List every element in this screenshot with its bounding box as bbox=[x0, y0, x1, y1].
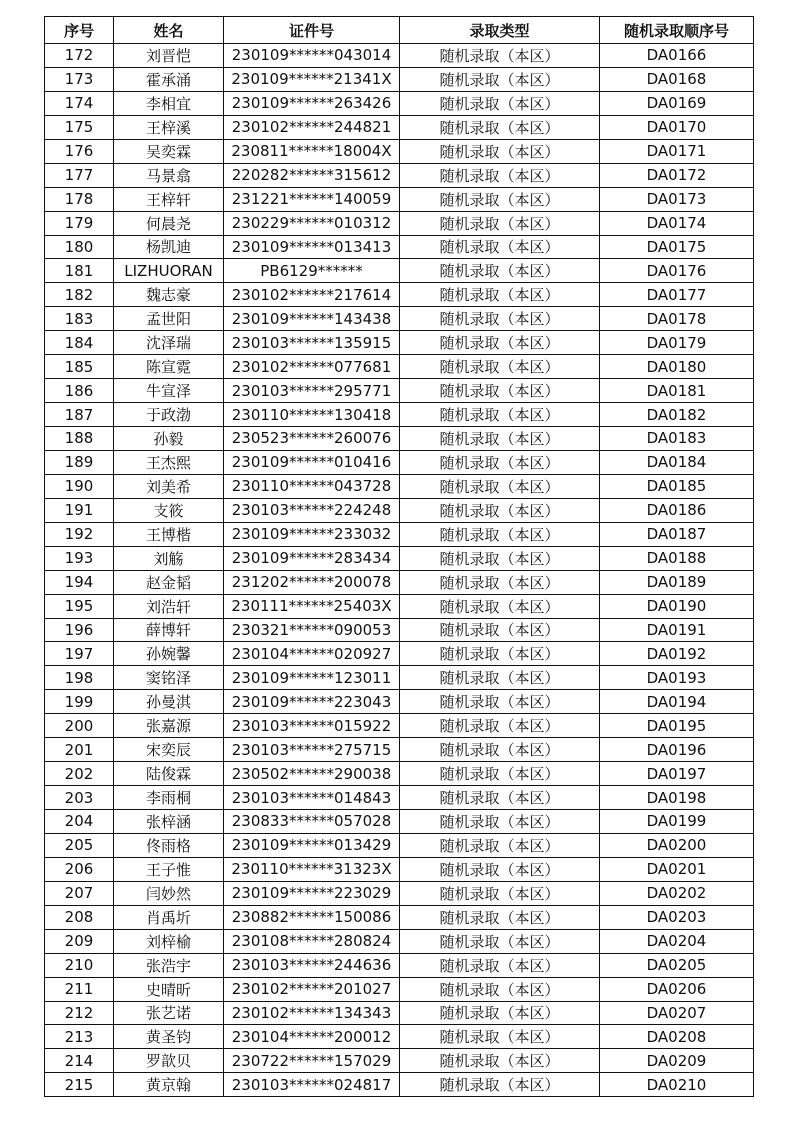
table-row bbox=[45, 594, 754, 618]
table-row bbox=[45, 115, 754, 139]
cell-name: 肖禹圻 bbox=[114, 905, 224, 929]
cell-name: 陆俊霖 bbox=[114, 762, 224, 786]
cell-id-number: 230523******260076 bbox=[224, 427, 400, 451]
cell-admission-type: 随机录取（本区） bbox=[400, 833, 600, 857]
table-row bbox=[45, 91, 754, 115]
cell-id-number: 230109******223029 bbox=[224, 881, 400, 905]
header-row bbox=[45, 17, 754, 44]
cell-serial-number: 209 bbox=[45, 929, 114, 953]
table-row bbox=[45, 666, 754, 690]
cell-name: 黄圣钧 bbox=[114, 1025, 224, 1049]
cell-name: LIZHUORAN bbox=[114, 259, 224, 283]
cell-random-order-number: DA0188 bbox=[600, 546, 754, 570]
cell-name: 黄京翰 bbox=[114, 1073, 224, 1097]
table-row bbox=[45, 953, 754, 977]
cell-id-number: 230103******015922 bbox=[224, 714, 400, 738]
table-row bbox=[45, 259, 754, 283]
cell-random-order-number: DA0192 bbox=[600, 642, 754, 666]
cell-name: 罗歆贝 bbox=[114, 1049, 224, 1073]
cell-admission-type: 随机录取（本区） bbox=[400, 355, 600, 379]
cell-random-order-number: DA0169 bbox=[600, 91, 754, 115]
cell-name: 魏志豪 bbox=[114, 283, 224, 307]
cell-id-number: 230103******244636 bbox=[224, 953, 400, 977]
table-row bbox=[45, 1049, 754, 1073]
table-row bbox=[45, 929, 754, 953]
cell-id-number: 230722******157029 bbox=[224, 1049, 400, 1073]
cell-serial-number: 213 bbox=[45, 1025, 114, 1049]
cell-random-order-number: DA0185 bbox=[600, 474, 754, 498]
cell-name: 张艺诺 bbox=[114, 1001, 224, 1025]
table-row bbox=[45, 139, 754, 163]
cell-random-order-number: DA0172 bbox=[600, 163, 754, 187]
table-row bbox=[45, 187, 754, 211]
cell-admission-type: 随机录取（本区） bbox=[400, 881, 600, 905]
cell-admission-type: 随机录取（本区） bbox=[400, 427, 600, 451]
cell-random-order-number: DA0173 bbox=[600, 187, 754, 211]
cell-id-number: 230108******280824 bbox=[224, 929, 400, 953]
cell-id-number: 231202******200078 bbox=[224, 570, 400, 594]
cell-name: 刘觞 bbox=[114, 546, 224, 570]
cell-id-number: 230109******043014 bbox=[224, 44, 400, 68]
table-row bbox=[45, 307, 754, 331]
cell-admission-type: 随机录取（本区） bbox=[400, 403, 600, 427]
cell-name: 王杰熙 bbox=[114, 450, 224, 474]
cell-admission-type: 随机录取（本区） bbox=[400, 283, 600, 307]
cell-serial-number: 195 bbox=[45, 594, 114, 618]
cell-random-order-number: DA0205 bbox=[600, 953, 754, 977]
cell-random-order-number: DA0170 bbox=[600, 115, 754, 139]
cell-serial-number: 196 bbox=[45, 618, 114, 642]
cell-serial-number: 215 bbox=[45, 1073, 114, 1097]
cell-admission-type: 随机录取（本区） bbox=[400, 235, 600, 259]
cell-name: 张嘉源 bbox=[114, 714, 224, 738]
cell-serial-number: 207 bbox=[45, 881, 114, 905]
cell-id-number: 230110******043728 bbox=[224, 474, 400, 498]
table-row bbox=[45, 881, 754, 905]
header-admission-type: 录取类型 bbox=[400, 17, 600, 44]
cell-random-order-number: DA0186 bbox=[600, 498, 754, 522]
cell-serial-number: 201 bbox=[45, 738, 114, 762]
cell-admission-type: 随机录取（本区） bbox=[400, 738, 600, 762]
cell-admission-type: 随机录取（本区） bbox=[400, 570, 600, 594]
cell-admission-type: 随机录取（本区） bbox=[400, 929, 600, 953]
header-serial-number: 序号 bbox=[45, 17, 114, 44]
cell-serial-number: 183 bbox=[45, 307, 114, 331]
table-row bbox=[45, 810, 754, 834]
table-row bbox=[45, 1073, 754, 1097]
cell-id-number: 230229******010312 bbox=[224, 211, 400, 235]
cell-id-number: 230102******134343 bbox=[224, 1001, 400, 1025]
cell-random-order-number: DA0179 bbox=[600, 331, 754, 355]
cell-random-order-number: DA0201 bbox=[600, 857, 754, 881]
table-row bbox=[45, 570, 754, 594]
cell-random-order-number: DA0194 bbox=[600, 690, 754, 714]
cell-id-number: 231221******140059 bbox=[224, 187, 400, 211]
cell-admission-type: 随机录取（本区） bbox=[400, 690, 600, 714]
cell-random-order-number: DA0198 bbox=[600, 786, 754, 810]
cell-name: 何晨尧 bbox=[114, 211, 224, 235]
cell-name: 史晴昕 bbox=[114, 977, 224, 1001]
cell-id-number: 230109******263426 bbox=[224, 91, 400, 115]
cell-id-number: 230103******014843 bbox=[224, 786, 400, 810]
cell-admission-type: 随机录取（本区） bbox=[400, 474, 600, 498]
cell-serial-number: 205 bbox=[45, 833, 114, 857]
table-row bbox=[45, 44, 754, 68]
cell-random-order-number: DA0176 bbox=[600, 259, 754, 283]
cell-id-number: 230109******21341X bbox=[224, 67, 400, 91]
cell-admission-type: 随机录取（本区） bbox=[400, 810, 600, 834]
cell-admission-type: 随机录取（本区） bbox=[400, 187, 600, 211]
cell-name: 吴奕霖 bbox=[114, 139, 224, 163]
cell-random-order-number: DA0171 bbox=[600, 139, 754, 163]
cell-random-order-number: DA0196 bbox=[600, 738, 754, 762]
cell-admission-type: 随机录取（本区） bbox=[400, 642, 600, 666]
cell-admission-type: 随机录取（本区） bbox=[400, 762, 600, 786]
cell-name: 于政渤 bbox=[114, 403, 224, 427]
header-id-number: 证件号 bbox=[224, 17, 400, 44]
cell-admission-type: 随机录取（本区） bbox=[400, 546, 600, 570]
table-row bbox=[45, 355, 754, 379]
cell-serial-number: 204 bbox=[45, 810, 114, 834]
cell-serial-number: 182 bbox=[45, 283, 114, 307]
cell-id-number: 230104******200012 bbox=[224, 1025, 400, 1049]
cell-serial-number: 193 bbox=[45, 546, 114, 570]
cell-id-number: 230111******25403X bbox=[224, 594, 400, 618]
cell-random-order-number: DA0204 bbox=[600, 929, 754, 953]
cell-serial-number: 187 bbox=[45, 403, 114, 427]
cell-id-number: 230109******010416 bbox=[224, 450, 400, 474]
cell-name: 霍承涌 bbox=[114, 67, 224, 91]
table-row bbox=[45, 786, 754, 810]
cell-random-order-number: DA0197 bbox=[600, 762, 754, 786]
cell-id-number: 230103******295771 bbox=[224, 379, 400, 403]
cell-name: 杨凯迪 bbox=[114, 235, 224, 259]
cell-id-number: 230109******143438 bbox=[224, 307, 400, 331]
table-row bbox=[45, 618, 754, 642]
table-row bbox=[45, 1025, 754, 1049]
table-row bbox=[45, 546, 754, 570]
cell-random-order-number: DA0209 bbox=[600, 1049, 754, 1073]
cell-name: 闫妙然 bbox=[114, 881, 224, 905]
cell-serial-number: 199 bbox=[45, 690, 114, 714]
cell-serial-number: 212 bbox=[45, 1001, 114, 1025]
cell-random-order-number: DA0191 bbox=[600, 618, 754, 642]
cell-id-number: 230109******223043 bbox=[224, 690, 400, 714]
cell-id-number: 230502******290038 bbox=[224, 762, 400, 786]
cell-serial-number: 174 bbox=[45, 91, 114, 115]
table-row bbox=[45, 714, 754, 738]
cell-serial-number: 184 bbox=[45, 331, 114, 355]
cell-random-order-number: DA0203 bbox=[600, 905, 754, 929]
cell-name: 赵金韬 bbox=[114, 570, 224, 594]
cell-serial-number: 200 bbox=[45, 714, 114, 738]
cell-name: 刘浩轩 bbox=[114, 594, 224, 618]
table-row bbox=[45, 331, 754, 355]
cell-random-order-number: DA0208 bbox=[600, 1025, 754, 1049]
cell-admission-type: 随机录取（本区） bbox=[400, 618, 600, 642]
cell-serial-number: 175 bbox=[45, 115, 114, 139]
table-row bbox=[45, 450, 754, 474]
table-row bbox=[45, 833, 754, 857]
table-row bbox=[45, 67, 754, 91]
cell-admission-type: 随机录取（本区） bbox=[400, 1049, 600, 1073]
cell-serial-number: 211 bbox=[45, 977, 114, 1001]
cell-serial-number: 206 bbox=[45, 857, 114, 881]
cell-random-order-number: DA0200 bbox=[600, 833, 754, 857]
cell-admission-type: 随机录取（本区） bbox=[400, 953, 600, 977]
cell-id-number: 230110******130418 bbox=[224, 403, 400, 427]
cell-name: 王子惟 bbox=[114, 857, 224, 881]
table-row bbox=[45, 235, 754, 259]
cell-name: 张浩宇 bbox=[114, 953, 224, 977]
cell-id-number: 230109******123011 bbox=[224, 666, 400, 690]
cell-serial-number: 198 bbox=[45, 666, 114, 690]
cell-id-number: 230102******077681 bbox=[224, 355, 400, 379]
cell-serial-number: 186 bbox=[45, 379, 114, 403]
cell-random-order-number: DA0187 bbox=[600, 522, 754, 546]
cell-admission-type: 随机录取（本区） bbox=[400, 259, 600, 283]
cell-serial-number: 197 bbox=[45, 642, 114, 666]
cell-admission-type: 随机录取（本区） bbox=[400, 139, 600, 163]
table-row bbox=[45, 498, 754, 522]
cell-id-number: 230811******18004X bbox=[224, 139, 400, 163]
table-row bbox=[45, 163, 754, 187]
cell-serial-number: 178 bbox=[45, 187, 114, 211]
cell-random-order-number: DA0202 bbox=[600, 881, 754, 905]
cell-random-order-number: DA0168 bbox=[600, 67, 754, 91]
cell-serial-number: 192 bbox=[45, 522, 114, 546]
cell-admission-type: 随机录取（本区） bbox=[400, 1025, 600, 1049]
cell-admission-type: 随机录取（本区） bbox=[400, 450, 600, 474]
cell-id-number: 230102******201027 bbox=[224, 977, 400, 1001]
table-row bbox=[45, 427, 754, 451]
cell-admission-type: 随机录取（本区） bbox=[400, 786, 600, 810]
cell-random-order-number: DA0193 bbox=[600, 666, 754, 690]
cell-random-order-number: DA0174 bbox=[600, 211, 754, 235]
cell-id-number: 230321******090053 bbox=[224, 618, 400, 642]
cell-serial-number: 179 bbox=[45, 211, 114, 235]
cell-admission-type: 随机录取（本区） bbox=[400, 666, 600, 690]
cell-name: 孙婉馨 bbox=[114, 642, 224, 666]
cell-admission-type: 随机录取（本区） bbox=[400, 498, 600, 522]
cell-admission-type: 随机录取（本区） bbox=[400, 67, 600, 91]
cell-id-number: 230110******31323X bbox=[224, 857, 400, 881]
cell-name: 佟雨格 bbox=[114, 833, 224, 857]
cell-serial-number: 214 bbox=[45, 1049, 114, 1073]
cell-name: 孙曼淇 bbox=[114, 690, 224, 714]
cell-admission-type: 随机录取（本区） bbox=[400, 379, 600, 403]
cell-id-number: PB6129****** bbox=[224, 259, 400, 283]
cell-name: 支筱 bbox=[114, 498, 224, 522]
cell-admission-type: 随机录取（本区） bbox=[400, 115, 600, 139]
table-row bbox=[45, 1001, 754, 1025]
cell-id-number: 230103******275715 bbox=[224, 738, 400, 762]
admission-table bbox=[44, 16, 754, 1097]
table-row bbox=[45, 977, 754, 1001]
cell-serial-number: 208 bbox=[45, 905, 114, 929]
cell-name: 沈泽瑞 bbox=[114, 331, 224, 355]
cell-id-number: 220282******315612 bbox=[224, 163, 400, 187]
cell-random-order-number: DA0190 bbox=[600, 594, 754, 618]
cell-random-order-number: DA0175 bbox=[600, 235, 754, 259]
cell-name: 陈宣霓 bbox=[114, 355, 224, 379]
cell-serial-number: 173 bbox=[45, 67, 114, 91]
cell-admission-type: 随机录取（本区） bbox=[400, 91, 600, 115]
table-row bbox=[45, 403, 754, 427]
cell-admission-type: 随机录取（本区） bbox=[400, 44, 600, 68]
cell-random-order-number: DA0182 bbox=[600, 403, 754, 427]
cell-random-order-number: DA0181 bbox=[600, 379, 754, 403]
cell-random-order-number: DA0189 bbox=[600, 570, 754, 594]
cell-id-number: 230109******013413 bbox=[224, 235, 400, 259]
table-row bbox=[45, 522, 754, 546]
cell-serial-number: 202 bbox=[45, 762, 114, 786]
cell-id-number: 230104******020927 bbox=[224, 642, 400, 666]
cell-serial-number: 177 bbox=[45, 163, 114, 187]
cell-id-number: 230103******024817 bbox=[224, 1073, 400, 1097]
cell-name: 王梓轩 bbox=[114, 187, 224, 211]
cell-id-number: 230102******217614 bbox=[224, 283, 400, 307]
cell-serial-number: 185 bbox=[45, 355, 114, 379]
cell-serial-number: 180 bbox=[45, 235, 114, 259]
table-row bbox=[45, 642, 754, 666]
cell-admission-type: 随机录取（本区） bbox=[400, 307, 600, 331]
cell-id-number: 230833******057028 bbox=[224, 810, 400, 834]
cell-random-order-number: DA0210 bbox=[600, 1073, 754, 1097]
cell-serial-number: 191 bbox=[45, 498, 114, 522]
cell-id-number: 230882******150086 bbox=[224, 905, 400, 929]
cell-id-number: 230109******013429 bbox=[224, 833, 400, 857]
cell-id-number: 230109******283434 bbox=[224, 546, 400, 570]
cell-name: 王博楷 bbox=[114, 522, 224, 546]
cell-name: 刘美希 bbox=[114, 474, 224, 498]
cell-admission-type: 随机录取（本区） bbox=[400, 211, 600, 235]
cell-admission-type: 随机录取（本区） bbox=[400, 163, 600, 187]
cell-random-order-number: DA0166 bbox=[600, 44, 754, 68]
cell-name: 宋奕辰 bbox=[114, 738, 224, 762]
cell-serial-number: 210 bbox=[45, 953, 114, 977]
cell-name: 刘晋恺 bbox=[114, 44, 224, 68]
table-body bbox=[45, 44, 754, 1097]
cell-admission-type: 随机录取（本区） bbox=[400, 1001, 600, 1025]
cell-serial-number: 203 bbox=[45, 786, 114, 810]
cell-name: 马景翕 bbox=[114, 163, 224, 187]
cell-admission-type: 随机录取（本区） bbox=[400, 977, 600, 1001]
cell-name: 孟世阳 bbox=[114, 307, 224, 331]
table-row bbox=[45, 762, 754, 786]
cell-admission-type: 随机录取（本区） bbox=[400, 857, 600, 881]
cell-random-order-number: DA0184 bbox=[600, 450, 754, 474]
table-row bbox=[45, 857, 754, 881]
table-row bbox=[45, 905, 754, 929]
cell-admission-type: 随机录取（本区） bbox=[400, 714, 600, 738]
cell-id-number: 230109******233032 bbox=[224, 522, 400, 546]
cell-serial-number: 188 bbox=[45, 427, 114, 451]
cell-name: 窦铭泽 bbox=[114, 666, 224, 690]
cell-name: 王梓溪 bbox=[114, 115, 224, 139]
cell-name: 张梓涵 bbox=[114, 810, 224, 834]
table-header bbox=[45, 17, 754, 44]
table-row bbox=[45, 690, 754, 714]
cell-admission-type: 随机录取（本区） bbox=[400, 522, 600, 546]
cell-random-order-number: DA0177 bbox=[600, 283, 754, 307]
header-random-order-number: 随机录取顺序号 bbox=[600, 17, 754, 44]
cell-name: 李雨桐 bbox=[114, 786, 224, 810]
cell-random-order-number: DA0180 bbox=[600, 355, 754, 379]
cell-random-order-number: DA0199 bbox=[600, 810, 754, 834]
cell-name: 牛宣泽 bbox=[114, 379, 224, 403]
table-row bbox=[45, 283, 754, 307]
cell-name: 薛博轩 bbox=[114, 618, 224, 642]
cell-id-number: 230103******224248 bbox=[224, 498, 400, 522]
cell-name: 刘梓榆 bbox=[114, 929, 224, 953]
cell-admission-type: 随机录取（本区） bbox=[400, 1073, 600, 1097]
cell-admission-type: 随机录取（本区） bbox=[400, 594, 600, 618]
table-row bbox=[45, 211, 754, 235]
cell-serial-number: 189 bbox=[45, 450, 114, 474]
cell-serial-number: 172 bbox=[45, 44, 114, 68]
cell-serial-number: 194 bbox=[45, 570, 114, 594]
cell-admission-type: 随机录取（本区） bbox=[400, 331, 600, 355]
cell-random-order-number: DA0183 bbox=[600, 427, 754, 451]
cell-random-order-number: DA0178 bbox=[600, 307, 754, 331]
cell-name: 孙毅 bbox=[114, 427, 224, 451]
cell-random-order-number: DA0206 bbox=[600, 977, 754, 1001]
cell-random-order-number: DA0207 bbox=[600, 1001, 754, 1025]
table-row bbox=[45, 379, 754, 403]
cell-admission-type: 随机录取（本区） bbox=[400, 905, 600, 929]
table-row bbox=[45, 474, 754, 498]
cell-serial-number: 190 bbox=[45, 474, 114, 498]
cell-id-number: 230102******244821 bbox=[224, 115, 400, 139]
cell-name: 李相宜 bbox=[114, 91, 224, 115]
cell-random-order-number: DA0195 bbox=[600, 714, 754, 738]
table-row bbox=[45, 738, 754, 762]
cell-serial-number: 181 bbox=[45, 259, 114, 283]
cell-id-number: 230103******135915 bbox=[224, 331, 400, 355]
cell-serial-number: 176 bbox=[45, 139, 114, 163]
header-name: 姓名 bbox=[114, 17, 224, 44]
